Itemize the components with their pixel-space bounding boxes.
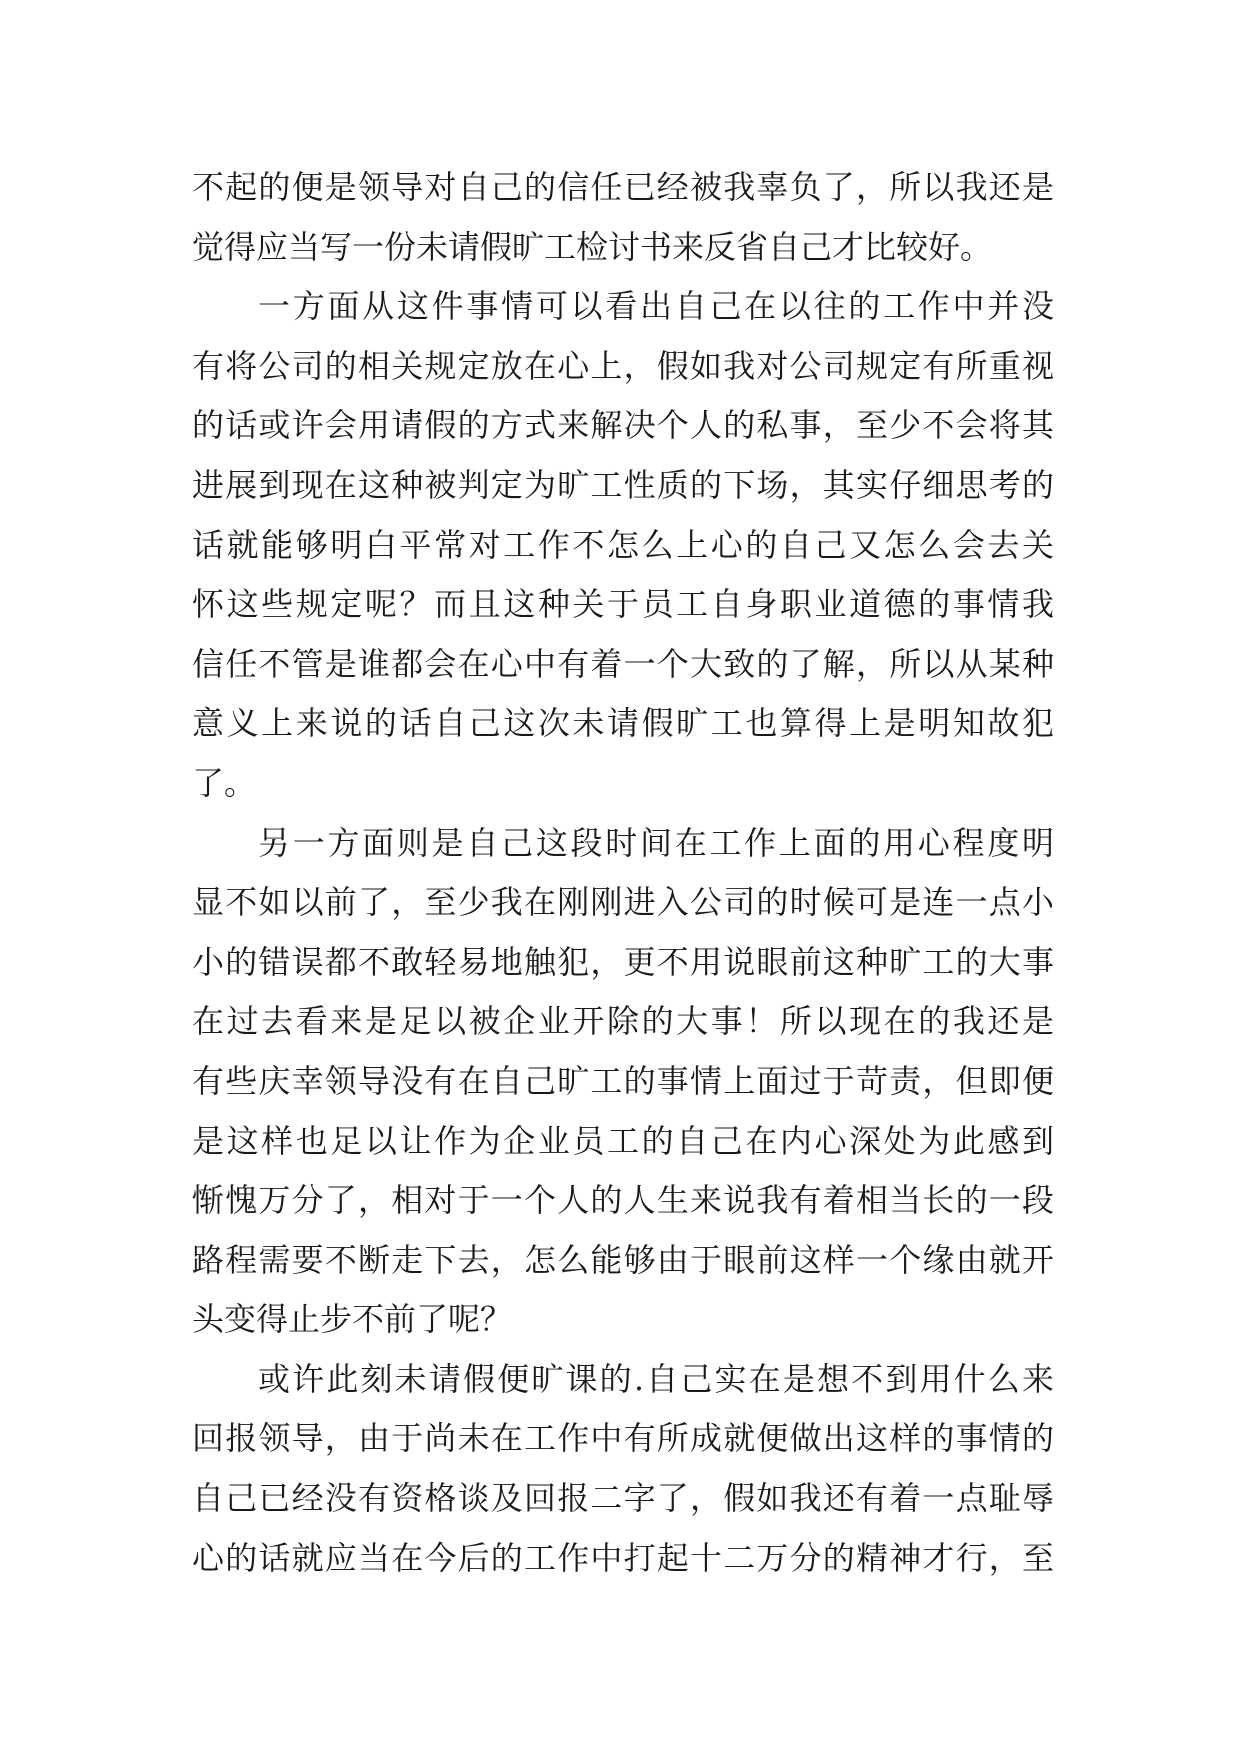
text-line: 惭愧万分了，相对于一个人的人生来说我有着相当长的一段 <box>192 1181 1054 1220</box>
text-line: 自己已经没有资格谈及回报二字了，假如我还有着一点耻辱 <box>192 1479 1054 1518</box>
text-line: 的话或许会用请假的方式来解决个人的私事，至少不会将其 <box>192 406 1054 445</box>
text-line: 头变得止步不前了呢？ <box>192 1300 513 1339</box>
text-line: 觉得应当写一份未请假旷工检讨书来反省自己才比较好。 <box>192 227 993 266</box>
text-line: 回报领导，由于尚未在工作中有所成就便做出这样的事情的 <box>192 1419 1054 1458</box>
text-line: 在过去看来是足以被企业开除的大事！所以现在的我还是 <box>192 1002 1054 1041</box>
text-line: 了。 <box>192 763 257 802</box>
text-line: 或许此刻未请假便旷课的.自己实在是想不到用什么来 <box>258 1359 1054 1398</box>
text-line: 意义上来说的话自己这次未请假旷工也算得上是明知故犯 <box>192 704 1054 743</box>
text-line: 一方面从这件事情可以看出自己在以往的工作中并没 <box>258 287 1054 326</box>
text-line: 有些庆幸领导没有在自己旷工的事情上面过于苛责，但即便 <box>192 1061 1054 1100</box>
text-line: 怀这些规定呢？而且这种关于员工自身职业道德的事情我 <box>192 585 1054 624</box>
text-line: 显不如以前了，至少我在刚刚进入公司的时候可是连一点小 <box>192 883 1054 922</box>
text-line: 不起的便是领导对自己的信任已经被我辜负了，所以我还是 <box>192 168 1054 206</box>
text-line: 另一方面则是自己这段时间在工作上面的用心程度明 <box>258 823 1054 862</box>
text-line: 有将公司的相关规定放在心上，假如我对公司规定有所重视 <box>192 346 1054 385</box>
text-line: 小的错误都不敢轻易地触犯，更不用说眼前这种旷工的大事 <box>192 942 1054 981</box>
text-line: 是这样也足以让作为企业员工的自己在内心深处为此感到 <box>192 1121 1054 1160</box>
text-line: 进展到现在这种被判定为旷工性质的下场，其实仔细思考的 <box>192 465 1054 504</box>
text-line: 话就能够明白平常对工作不怎么上心的自己又怎么会去关 <box>192 525 1054 564</box>
text-line: 信任不管是谁都会在心中有着一个大致的了解，所以从某种 <box>192 644 1054 683</box>
body-text <box>192 158 1054 1588</box>
text-line: 心的话就应当在今后的工作中打起十二万分的精神才行，至 <box>192 1538 1054 1577</box>
text-line: 路程需要不断走下去，怎么能够由于眼前这样一个缘由就开 <box>192 1240 1054 1279</box>
